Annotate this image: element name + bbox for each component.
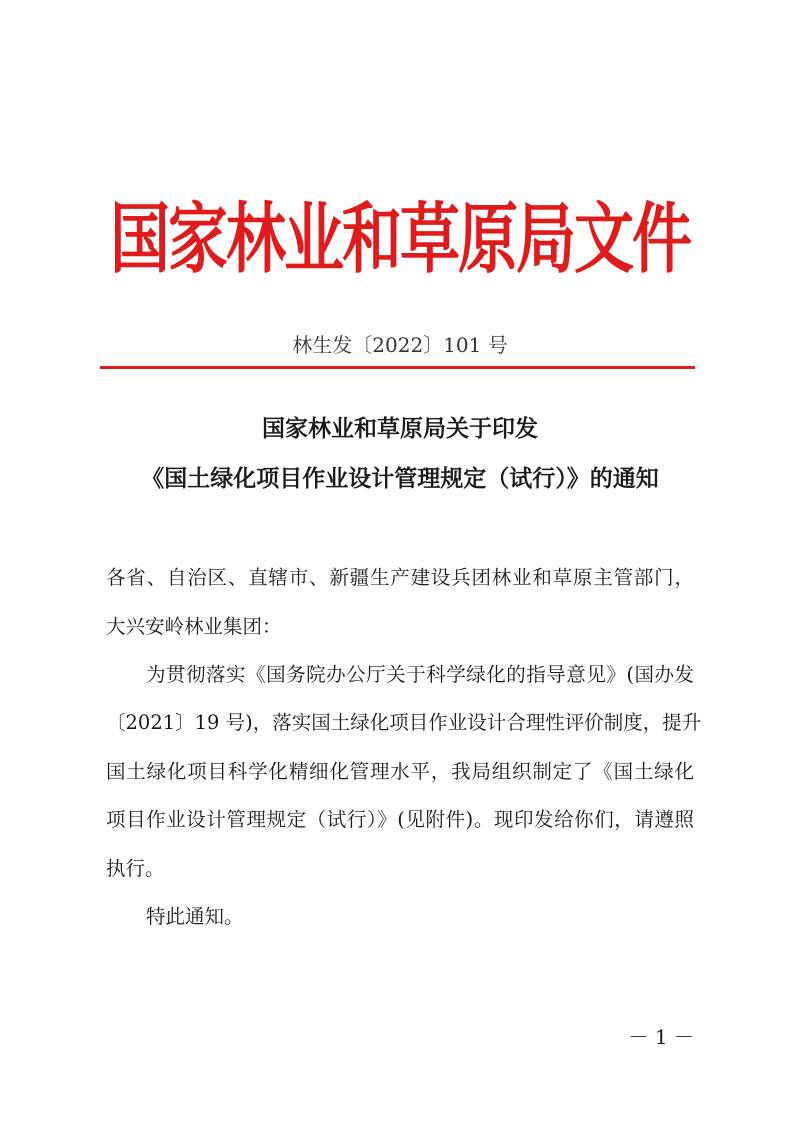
document-number: 林生发〔2022〕101 号 xyxy=(292,333,508,357)
agency-header-title-text: 国家林业和草原局文件 xyxy=(110,195,690,285)
closing-line: 特此通知。 xyxy=(146,905,244,928)
notice-title-line-1: 国家林业和草原局关于印发 xyxy=(262,415,538,442)
addressee-line-1: 各省、自治区、直辖市、新疆生产建设兵团林业和草原主管部门， xyxy=(106,566,694,589)
notice-title-line-2: 《国土绿化项目作业设计管理规定（试行）》的通知 xyxy=(141,465,659,492)
body-paragraph-line-4: 项目作业设计管理规定（试行）》(见附件)。现印发给你们，请遵照 xyxy=(106,808,694,831)
agency-header-title xyxy=(0,190,800,290)
body-paragraph-line-3: 国土绿化项目科学化精细化管理水平，我局组织制定了《国土绿化 xyxy=(106,760,694,783)
body-paragraph-line-5: 执行。 xyxy=(106,857,165,880)
red-divider xyxy=(100,366,695,369)
body-paragraph-line-1: 为贯彻落实《国务院办公厅关于科学绿化的指导意见》(国办发 xyxy=(146,663,694,686)
body-paragraph-line-2: 〔2021〕19 号)，落实国土绿化项目作业设计合理性评价制度，提升 xyxy=(106,711,702,734)
addressee-line-2: 大兴安岭林业集团： xyxy=(106,615,282,638)
page-number: － 1 － xyxy=(628,1025,694,1049)
